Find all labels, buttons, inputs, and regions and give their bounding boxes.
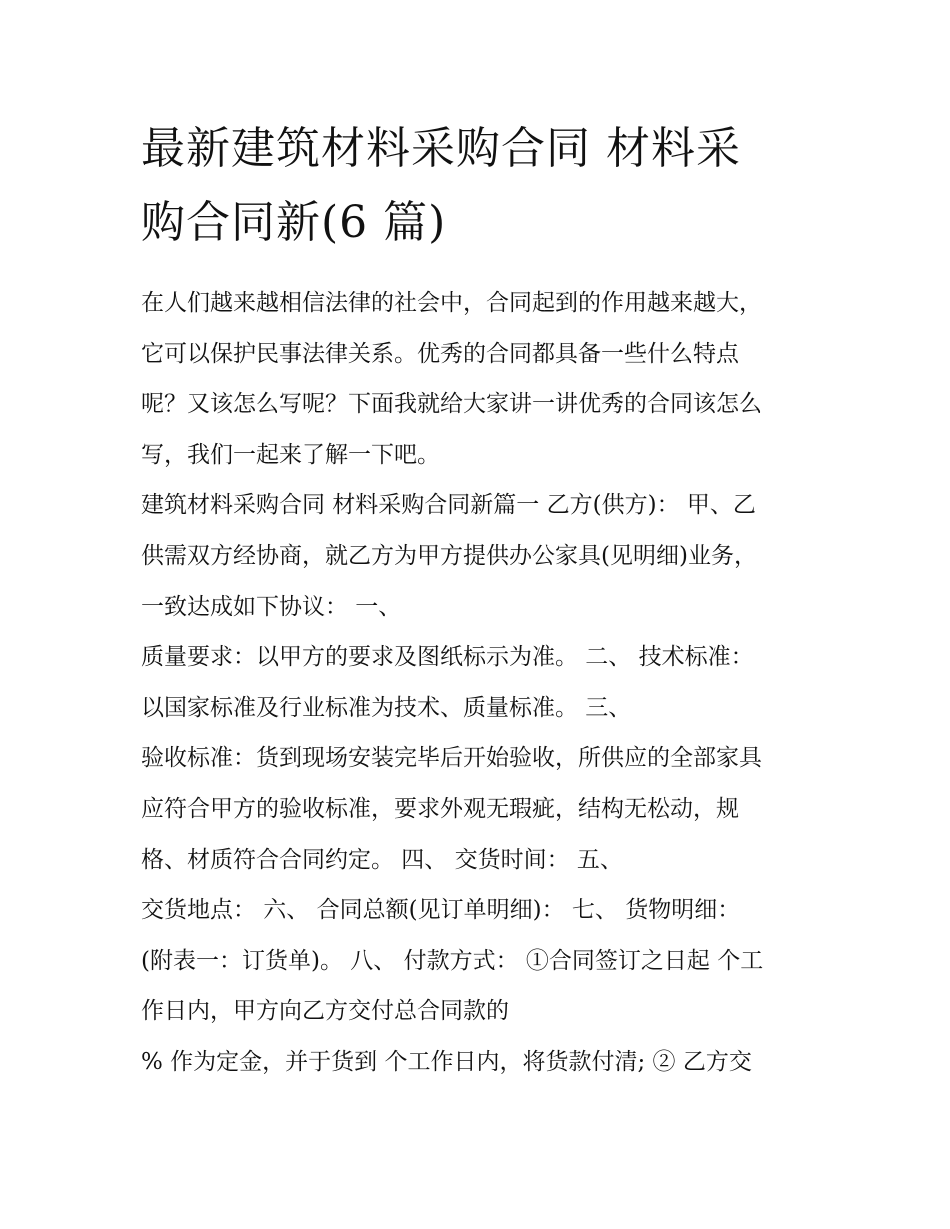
body-line: 交货地点： 六、 合同总额(见订单明细)： 七、 货物明细： (141, 897, 741, 924)
body-line: 在人们越来越相信法律的社会中，合同起到的作用越来越大， (141, 290, 762, 316)
body-line: % 作为定金，并于货到 个工作日内，将货款付清; ② 乙方交 (141, 1048, 752, 1075)
body-line: 应符合甲方的验收标准，要求外观无瑕疵，结构无松动，规 (141, 795, 739, 822)
body-line: 以国家标准及行业标准为技术、质量标准。 三、 (141, 694, 632, 721)
body-line: 验收标准：货到现场安装完毕后开始验收，所供应的全部家具 (141, 745, 762, 772)
body-line: 作日内，甲方向乙方交付总合同款的 (141, 998, 509, 1025)
document-body (141, 278, 831, 1088)
body-line: 它可以保护民事法律关系。优秀的合同都具备一些什么特点 (141, 340, 739, 367)
body-line: 建筑材料采购合同 材料采购合同新篇一 乙方(供方)： 甲、乙 (141, 492, 756, 519)
body-line: 呢？又该怎么写呢？下面我就给大家讲一讲优秀的合同该怎么 (141, 391, 762, 418)
body-line: 一致达成如下协议： 一、 (141, 593, 402, 620)
body-line: 写，我们一起来了解一下吧。 (141, 441, 440, 468)
document-title (141, 112, 831, 260)
body-line: 质量要求：以甲方的要求及图纸标示为准。 二、 技术标准： (141, 644, 754, 671)
body-line: 格、材质符合合同约定。 四、 交货时间： 五、 (141, 846, 623, 873)
title-line: 最新建筑材料采购合同 材料采 (141, 123, 741, 174)
title-line: 购合同新(6 篇) (141, 197, 447, 248)
body-line: (附表一：订货单)。 八、 付款方式： ①合同签订之日起 个工 (141, 947, 764, 974)
body-line: 供需双方经协商，就乙方为甲方提供办公家具(见明细)业务， (141, 542, 757, 569)
